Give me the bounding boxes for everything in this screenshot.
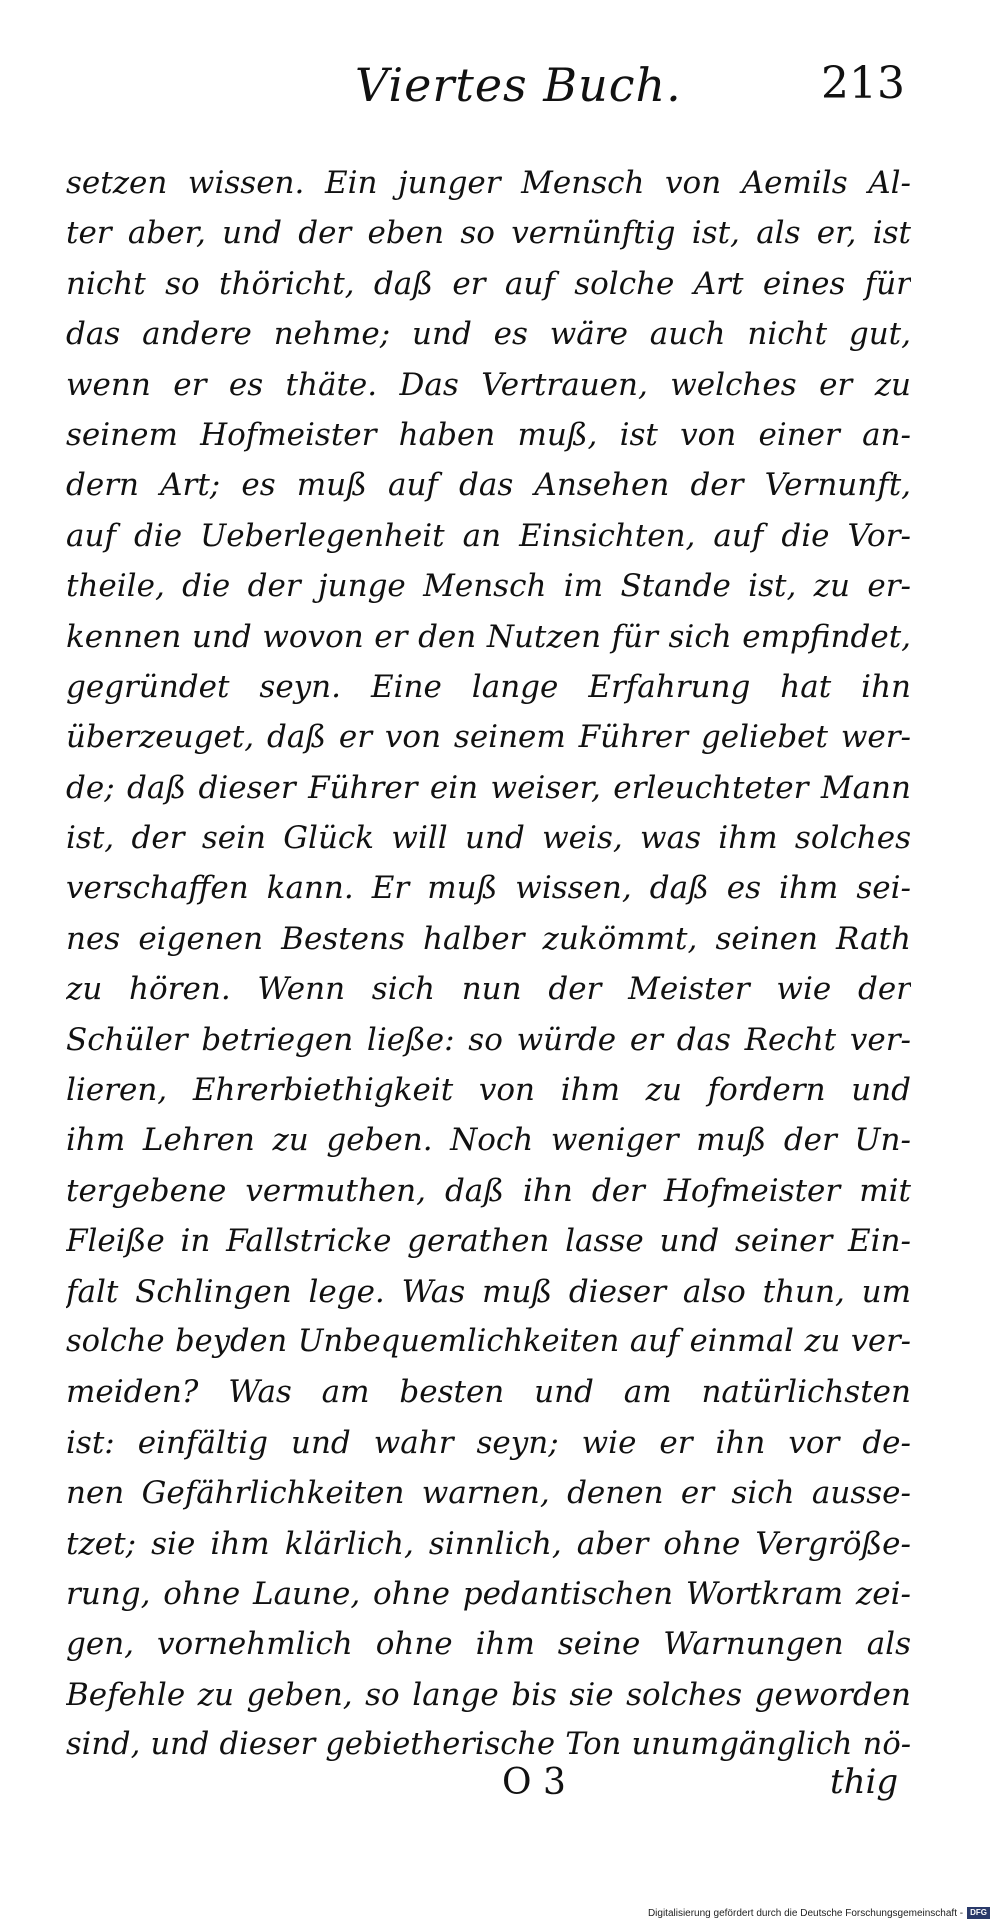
text-line: zu hören. Wenn sich nun der Meister wie der bbox=[66, 971, 911, 1008]
text-line: dern Art; es muß auf das Ansehen der Vernunft, bbox=[66, 467, 911, 504]
text-line: setzen wissen. Ein junger Mensch von Aemils Al- bbox=[66, 165, 911, 201]
text-line: das andere nehme; und es wäre auch nicht gut, bbox=[66, 316, 911, 353]
credit-text: Digitalisierung gefördert durch die Deutsche Forschungsgemeinschaft - bbox=[647, 1907, 964, 1919]
text-line: rung, ohne Laune, ohne pedantischen Wortkram zei- bbox=[66, 1575, 911, 1612]
text-line: nen Gefährlichkeiten warnen, denen er sich ausse- bbox=[66, 1475, 911, 1512]
text-line: de; daß dieser Führer ein weiser, erleuchteter Mann bbox=[66, 769, 911, 806]
text-line: ist, der sein Glück will und weis, was ihm solches bbox=[66, 820, 911, 857]
text-line: tzet; sie ihm klärlich, sinnlich, aber ohne Vergröße- bbox=[66, 1525, 911, 1562]
text-line: Befehle zu geben, so lange bis sie solches geworden bbox=[66, 1676, 911, 1713]
text-line: tergebene vermuthen, daß ihn der Hofmeister mit bbox=[66, 1172, 911, 1209]
text-line: nes eigenen Bestens halber zukömmt, seinen Rath bbox=[66, 920, 911, 957]
digitization-credit bbox=[648, 1907, 990, 1919]
text-line: ihm Lehren zu geben. Noch weniger muß der Un- bbox=[66, 1122, 911, 1159]
catchword: thig bbox=[830, 1762, 899, 1802]
text-line: Schüler betriegen ließe: so würde er das Recht ver- bbox=[66, 1021, 911, 1058]
signature-mark: O 3 bbox=[502, 1762, 566, 1803]
text-line: falt Schlingen lege. Was muß dieser also thun, um bbox=[66, 1273, 911, 1310]
text-line: kennen und wovon er den Nutzen für sich empfindet, bbox=[66, 618, 911, 655]
running-title: Viertes Buch. bbox=[355, 58, 682, 112]
text-line: solche beyden Unbequemlichkeiten auf einmal zu ver- bbox=[66, 1323, 911, 1359]
text-line: lieren, Ehrerbiethigkeit von ihm zu fordern und bbox=[66, 1072, 911, 1109]
text-line: seinem Hofmeister haben muß, ist von einer an- bbox=[66, 416, 911, 453]
running-head bbox=[60, 58, 905, 118]
text-line: gen, vornehmlich ohne ihm seine Warnungen als bbox=[66, 1626, 911, 1663]
text-line: auf die Ueberlegenheit an Einsichten, auf die Vor- bbox=[66, 517, 911, 554]
text-line: gegründet seyn. Eine lange Erfahrung hat ihn bbox=[66, 668, 911, 705]
text-line: nicht so thöricht, daß er auf solche Art eines für bbox=[66, 265, 911, 302]
text-line: verschaffen kann. Er muß wissen, daß es ihm sei- bbox=[66, 870, 911, 907]
text-line: theile, die der junge Mensch im Stande ist, zu er- bbox=[66, 568, 911, 605]
body-text bbox=[66, 158, 911, 1771]
text-line: ist: einfältig und wahr seyn; wie er ihn vor de- bbox=[66, 1424, 911, 1461]
text-line: ter aber, und der eben so vernünftig ist, als er, ist bbox=[66, 215, 911, 252]
dfg-logo: DFG bbox=[967, 1907, 990, 1919]
page-number: 213 bbox=[821, 58, 905, 109]
text-line: sind, und dieser gebietherische Ton unumgänglich nö- bbox=[66, 1727, 911, 1763]
text-line: meiden? Was am besten und am natürlichsten bbox=[66, 1374, 911, 1411]
text-line: wenn er es thäte. Das Vertrauen, welches er zu bbox=[66, 366, 911, 403]
text-line: überzeuget, daß er von seinem Führer geliebet wer- bbox=[66, 719, 911, 756]
text-line: Fleiße in Fallstricke gerathen lasse und seiner Ein- bbox=[66, 1223, 911, 1260]
